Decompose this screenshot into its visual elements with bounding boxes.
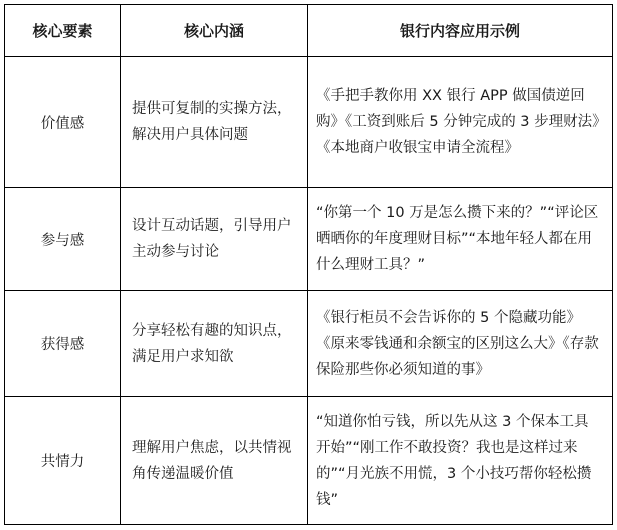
cell-meaning: 设计互动话题，引导用户主动参与讨论 <box>121 188 308 291</box>
cell-meaning: 分享轻松有趣的知识点，满足用户求知欲 <box>121 291 308 397</box>
cell-element: 参与感 <box>5 188 121 291</box>
cell-element: 价值感 <box>5 57 121 188</box>
table-row <box>5 397 613 525</box>
table-row <box>5 291 613 397</box>
cell-examples: “你第一个 10 万是怎么攒下来的？”“评论区晒晒你的年度理财目标”“本地年轻人都在用什么理财工具？” <box>308 188 613 291</box>
table-row <box>5 188 613 291</box>
table-row <box>5 57 613 188</box>
content-elements-table <box>4 4 613 525</box>
header-core-meaning: 核心内涵 <box>121 5 308 57</box>
cell-meaning: 理解用户焦虑，以共情视角传递温暖价值 <box>121 397 308 525</box>
cell-examples: “知道你怕亏钱，所以先从这 3 个保本工具开始”“刚工作不敢投资？我也是这样过来的”“月光族不用慌，3 个小技巧帮你轻松攒钱” <box>308 397 613 525</box>
cell-meaning: 提供可复制的实操方法，解决用户具体问题 <box>121 57 308 188</box>
table-header-row <box>5 5 613 57</box>
header-core-element: 核心要素 <box>5 5 121 57</box>
cell-examples: 《银行柜员不会告诉你的 5 个隐藏功能》《原来零钱通和余额宝的区别这么大》《存款保险那些你必须知道的事》 <box>308 291 613 397</box>
cell-element: 共情力 <box>5 397 121 525</box>
header-application-examples: 银行内容应用示例 <box>308 5 613 57</box>
cell-examples: 《手把手教你用 XX 银行 APP 做国债逆回购》《工资到账后 5 分钟完成的 3 步理财法》《本地商户收银宝申请全流程》 <box>308 57 613 188</box>
cell-element: 获得感 <box>5 291 121 397</box>
